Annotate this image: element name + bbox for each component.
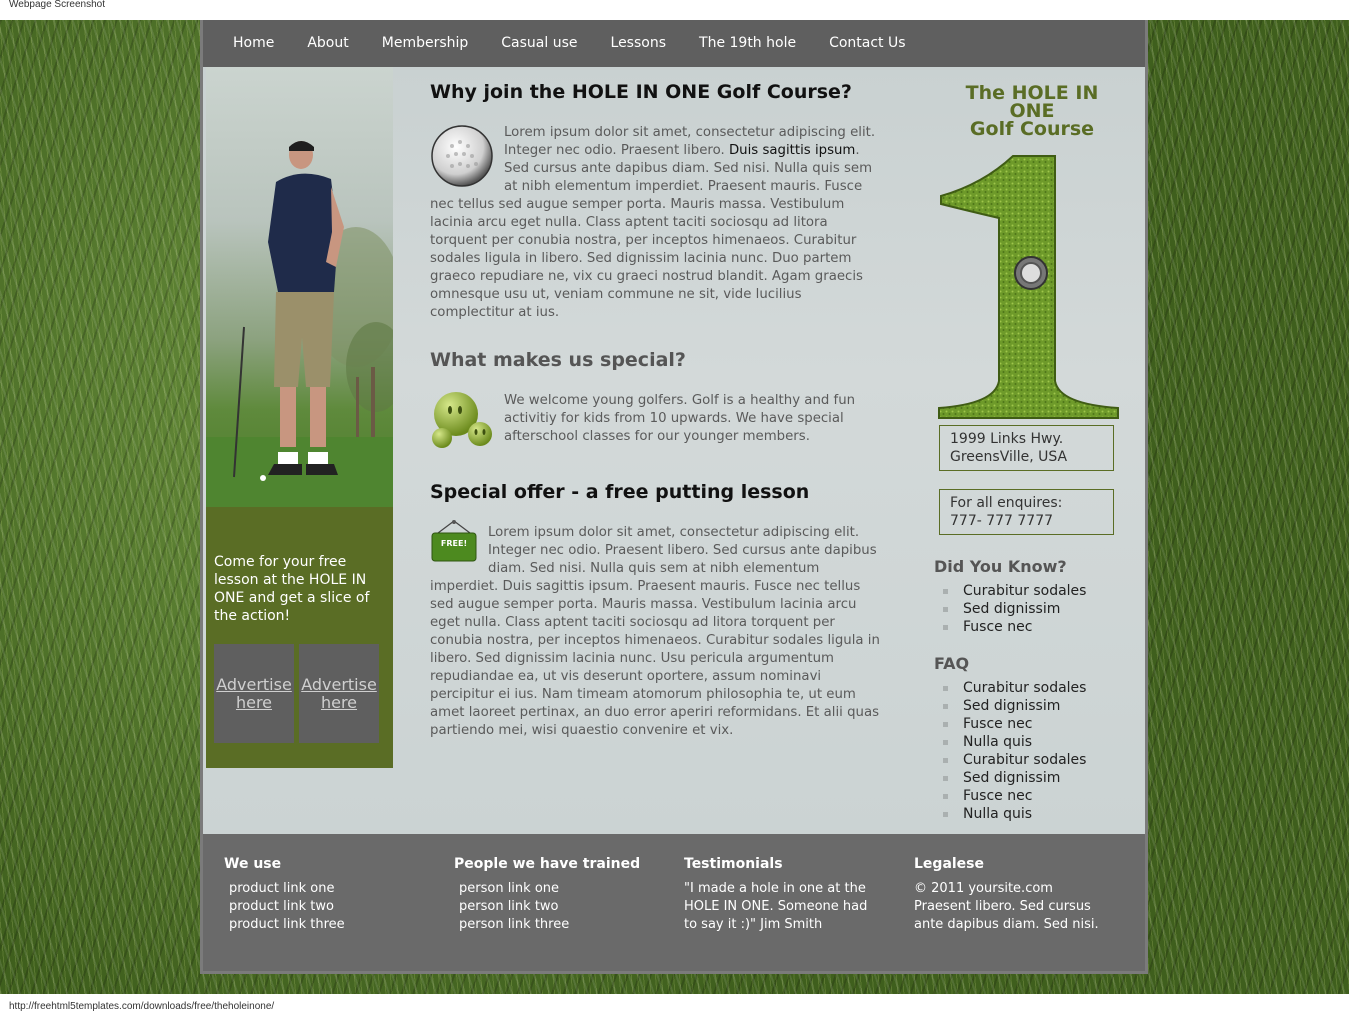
heading-special-offer: Special offer - a free putting lesson bbox=[430, 481, 810, 503]
list-item[interactable]: Curabitur sodales bbox=[941, 582, 1123, 600]
footer-testimonials-heading: Testimonials bbox=[684, 856, 783, 872]
address-line-1: 1999 Links Hwy. bbox=[950, 431, 1064, 447]
golf-ball-icon bbox=[430, 124, 494, 188]
footer-trained-heading: People we have trained bbox=[454, 856, 641, 872]
list-item[interactable]: Fusce nec bbox=[941, 715, 1123, 733]
nav-home[interactable]: Home bbox=[233, 35, 275, 51]
footer bbox=[203, 834, 1145, 971]
free-tag-icon bbox=[430, 519, 478, 563]
promo-text: Come for your free lesson at the HOLE IN ONE and get a slice of the action! bbox=[214, 554, 370, 624]
footer-testimonials bbox=[684, 856, 879, 934]
right-sidebar bbox=[933, 67, 1123, 823]
why-join-link[interactable]: Duis sagittis ipsum bbox=[728, 143, 856, 158]
footer-we-use-heading: We use bbox=[224, 856, 282, 872]
left-sidebar bbox=[206, 67, 393, 768]
main-nav bbox=[203, 20, 1145, 67]
advertise-box-2[interactable]: Advertise here bbox=[299, 644, 379, 743]
list-item[interactable]: Curabitur sodales bbox=[941, 751, 1123, 769]
site-title-line-2: Golf Course bbox=[969, 118, 1095, 140]
list-item[interactable]: Sed dignissim bbox=[941, 697, 1123, 715]
why-join-text-a: Lorem ipsum dolor sit amet, consectetur adipiscing elit. Integer nec odio. Praesent libero. bbox=[504, 125, 876, 158]
list-item[interactable]: Curabitur sodales bbox=[941, 679, 1123, 697]
heading-why-join: Why join the HOLE IN ONE Golf Course? bbox=[430, 81, 852, 103]
site-title-line-1: The HOLE IN ONE bbox=[965, 82, 1099, 122]
list-item[interactable]: Fusce nec bbox=[941, 787, 1123, 805]
section-special bbox=[430, 392, 882, 446]
nav-lessons[interactable]: Lessons bbox=[610, 35, 667, 51]
footer-link[interactable]: person link one bbox=[459, 881, 560, 896]
advertise-box-1[interactable]: Advertise here bbox=[214, 644, 294, 743]
enquiries-box bbox=[939, 489, 1114, 535]
page-url: http://freehtml5templates.com/downloads/free/theholeinone/ bbox=[9, 1001, 275, 1012]
footer-we-use bbox=[224, 856, 424, 934]
free-badge-label: FREE! bbox=[440, 539, 468, 548]
address-box bbox=[939, 425, 1114, 471]
legalese-text: © 2011 yoursite.com Praesent libero. Sed cursus ante dapibus diam. Sed nisi. bbox=[914, 881, 1099, 932]
section-special-offer bbox=[430, 524, 882, 740]
main-content bbox=[430, 67, 882, 740]
faq-heading: FAQ bbox=[934, 654, 970, 673]
did-you-know-heading: Did You Know? bbox=[934, 557, 1067, 576]
nav-membership[interactable]: Membership bbox=[381, 35, 469, 51]
site-title bbox=[941, 84, 1123, 138]
nav-19th-hole[interactable]: The 19th hole bbox=[699, 35, 797, 51]
footer-link[interactable]: person link two bbox=[459, 899, 559, 914]
why-join-text bbox=[430, 124, 882, 322]
page-container bbox=[200, 20, 1148, 974]
enquiries-label: For all enquires: bbox=[950, 495, 1063, 511]
did-you-know-list bbox=[941, 582, 1123, 636]
special-offer-text: Lorem ipsum dolor sit amet, consectetur adipiscing elit. Integer nec odio. Praesent libero. Sed cursus ante dapibus diam. Sed nisi. Nulla quis sem at nibh elementum imperdiet. Duis sagittis ipsum. Praesent mauris. Fusce nec tellus sed augue semper porta. Mauris massa. Vestibulum lacinia arcu eget nulla. Class aptent taciti sociosqu ad litora torquent per conubia nostra, per inceptos himenaeos. Curabitur sodales ligula in libero. Sed dignissim lacinia nunc. Usu pericula argumentum repudiandae ea, ut vis deserunt oportere, assum nominavi percipitur ei ius. Nam timeam atomorum philosophia te, ut eum amet laoreet pertinax, an duo error aperiri reformidans. Et alii quas partiendo mei, wisi quaestio convenire et vix. bbox=[430, 525, 880, 738]
list-item[interactable]: Nulla quis bbox=[941, 805, 1123, 823]
heading-special: What makes us special? bbox=[430, 349, 686, 371]
enquiries-phone: 777- 777 7777 bbox=[950, 513, 1054, 529]
list-item[interactable]: Fusce nec bbox=[941, 618, 1123, 636]
special-text: We welcome young golfers. Golf is a healthy and fun activitiy for kids from 10 upwards. We have special afterschool classes for our younger members. bbox=[504, 393, 856, 444]
list-item[interactable]: Nulla quis bbox=[941, 733, 1123, 751]
list-item[interactable]: Sed dignissim bbox=[941, 769, 1123, 787]
testimonial-text: "I made a hole in one at the HOLE IN ONE. Someone had to say it :)" Jim Smith bbox=[684, 881, 868, 932]
footer-legalese bbox=[914, 856, 1109, 934]
smiley-icon bbox=[430, 392, 494, 452]
footer-link[interactable]: person link three bbox=[459, 917, 570, 932]
address-line-2: GreensVille, USA bbox=[950, 449, 1068, 465]
footer-trained bbox=[454, 856, 654, 934]
nav-about[interactable]: About bbox=[307, 35, 349, 51]
list-item[interactable]: Sed dignissim bbox=[941, 600, 1123, 618]
golfer-photo bbox=[206, 67, 393, 507]
faq-list bbox=[941, 679, 1123, 823]
footer-legalese-heading: Legalese bbox=[914, 856, 985, 872]
nav-casual-use[interactable]: Casual use bbox=[501, 35, 578, 51]
footer-link[interactable]: product link three bbox=[229, 917, 345, 932]
screenshot-caption: Webpage Screenshot bbox=[9, 0, 105, 10]
nav-contact-us[interactable]: Contact Us bbox=[829, 35, 906, 51]
footer-link[interactable]: product link one bbox=[229, 881, 335, 896]
section-why-join bbox=[430, 124, 882, 322]
why-join-text-b: . Sed cursus ante dapibus diam. Sed nisi. Nulla quis sem at nibh elementum imperdiet. Praesent mauris. Fusce nec tellus sed augue semper porta. Mauris massa. Vestibulum lacinia arcu eget nulla. Class aptent taciti sociosqu ad litora torquent per conubia nostra, per inceptos himenaeos. Curabitur sodales ligula in libero. Sed dignissim lacinia nunc. Duo partem graeco repudiare ne, vix cu graeci nostrud blandit. Agam graecis omnesque usu ut, veniam commune ne sit, vide lucilius complectitur at ius. bbox=[430, 143, 873, 320]
number-one-logo bbox=[933, 146, 1123, 421]
footer-link[interactable]: product link two bbox=[229, 899, 334, 914]
